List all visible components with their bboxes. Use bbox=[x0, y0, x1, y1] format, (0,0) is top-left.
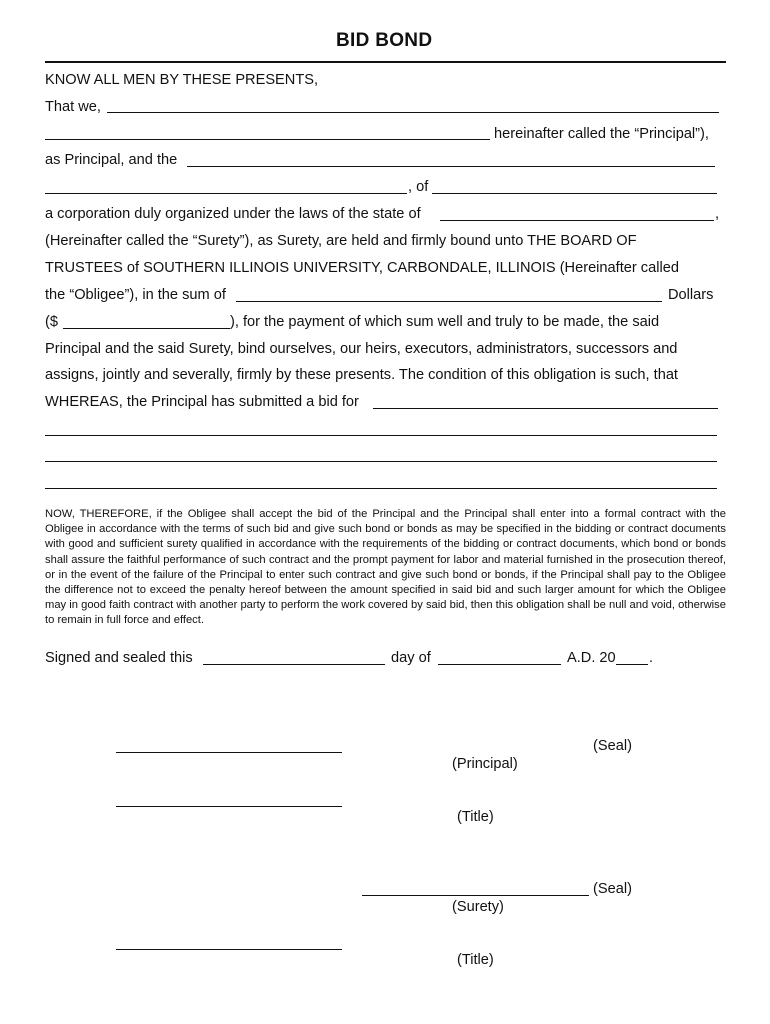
principal-address-field[interactable] bbox=[45, 139, 490, 140]
surety-location-field[interactable] bbox=[432, 193, 717, 194]
surety-name-field[interactable] bbox=[187, 166, 715, 167]
principal-name-field[interactable] bbox=[107, 112, 719, 113]
principal-title-line[interactable] bbox=[116, 806, 342, 807]
document-title: BID BOND bbox=[336, 30, 433, 51]
sum-amount-field[interactable] bbox=[63, 328, 230, 329]
as-principal-label: as Principal, and the bbox=[45, 152, 178, 168]
that-we-label: That we, bbox=[45, 99, 101, 115]
whereas-label: WHEREAS, the Principal has submitted a bid for bbox=[45, 394, 359, 410]
year-field[interactable] bbox=[616, 664, 648, 665]
surety-name-field-2[interactable] bbox=[45, 193, 407, 194]
seal-label-2: (Seal) bbox=[593, 881, 632, 897]
surety-title-line[interactable] bbox=[116, 949, 342, 950]
ad-label: A.D. 20 bbox=[567, 650, 616, 666]
sum-words-field[interactable] bbox=[236, 301, 662, 302]
principal-text: Principal and the said Surety, bind ourselves, our heirs, executors, administrators, successors and bbox=[45, 341, 678, 357]
surety-signature-line[interactable] bbox=[362, 895, 589, 896]
principal-suffix: hereinafter called the “Principal”), bbox=[494, 126, 709, 142]
bid-description-field-2[interactable] bbox=[45, 435, 717, 436]
payment-text: ), for the payment of which sum well and truly to be made, the said bbox=[230, 314, 660, 330]
day-of-label: day of bbox=[391, 650, 431, 666]
dollars-label: Dollars bbox=[668, 287, 714, 303]
bid-description-field[interactable] bbox=[373, 408, 718, 409]
conditions-paragraph: NOW, THEREFORE, if the Obligee shall accept the bid of the Principal and the Principal shall enter into a formal contract with the Obligee in accordance with the terms of such bid and give such bond or bonds as may be specified in the bidding or contract documents with good and sufficient surety qualified in accordance with the requirements of the bidding or contract documents, which bond or bonds shall assure the faithful performance of such contract and the prompt payment for labor and material furnished in the prosecution thereof, or in the event of the failure of the Principal to enter such contract and give such bond or bonds, if the Principal shall pay to the Obligee the difference not to exceed the penalty hereof between the amount specified in said bid and such larger amount for which the Obligee may in good faith contract with another party to perform the work covered by said bid, then this obligation shall be null and void, otherwise to remain in full force and effect. bbox=[45, 508, 726, 627]
title-label-1: (Title) bbox=[457, 809, 494, 825]
signed-day-field[interactable] bbox=[203, 664, 385, 665]
seal-label-1: (Seal) bbox=[593, 738, 632, 754]
principal-label: (Principal) bbox=[452, 756, 518, 772]
ad-period: . bbox=[649, 650, 654, 666]
dollar-open: ($ bbox=[45, 314, 58, 330]
of-label: , of bbox=[408, 179, 429, 195]
surety-text: (Hereinafter called the “Surety”), as Surety, are held and firmly bound unto THE BOARD OF bbox=[45, 233, 637, 249]
corp-label: a corporation duly organized under the laws of the state of bbox=[45, 206, 421, 222]
intro-text: KNOW ALL MEN BY THESE PRESENTS, bbox=[45, 72, 319, 88]
month-field[interactable] bbox=[438, 664, 561, 665]
obligee-label: the “Obligee”), in the sum of bbox=[45, 287, 226, 303]
bid-description-field-3[interactable] bbox=[45, 461, 717, 462]
title-label-2: (Title) bbox=[457, 952, 494, 968]
surety-label: (Surety) bbox=[452, 899, 504, 915]
state-field[interactable] bbox=[440, 220, 714, 221]
title-rule bbox=[45, 61, 726, 63]
assigns-text: assigns, jointly and severally, firmly by these presents. The condition of this obligation is such, that bbox=[45, 367, 678, 383]
trustees-text: TRUSTEES of SOUTHERN ILLINOIS UNIVERSITY, CARBONDALE, ILLINOIS (Hereinafter called bbox=[45, 260, 679, 276]
signed-label: Signed and sealed this bbox=[45, 650, 193, 666]
principal-signature-line[interactable] bbox=[116, 752, 342, 753]
corp-comma: , bbox=[715, 206, 720, 222]
bid-description-field-4[interactable] bbox=[45, 488, 717, 489]
